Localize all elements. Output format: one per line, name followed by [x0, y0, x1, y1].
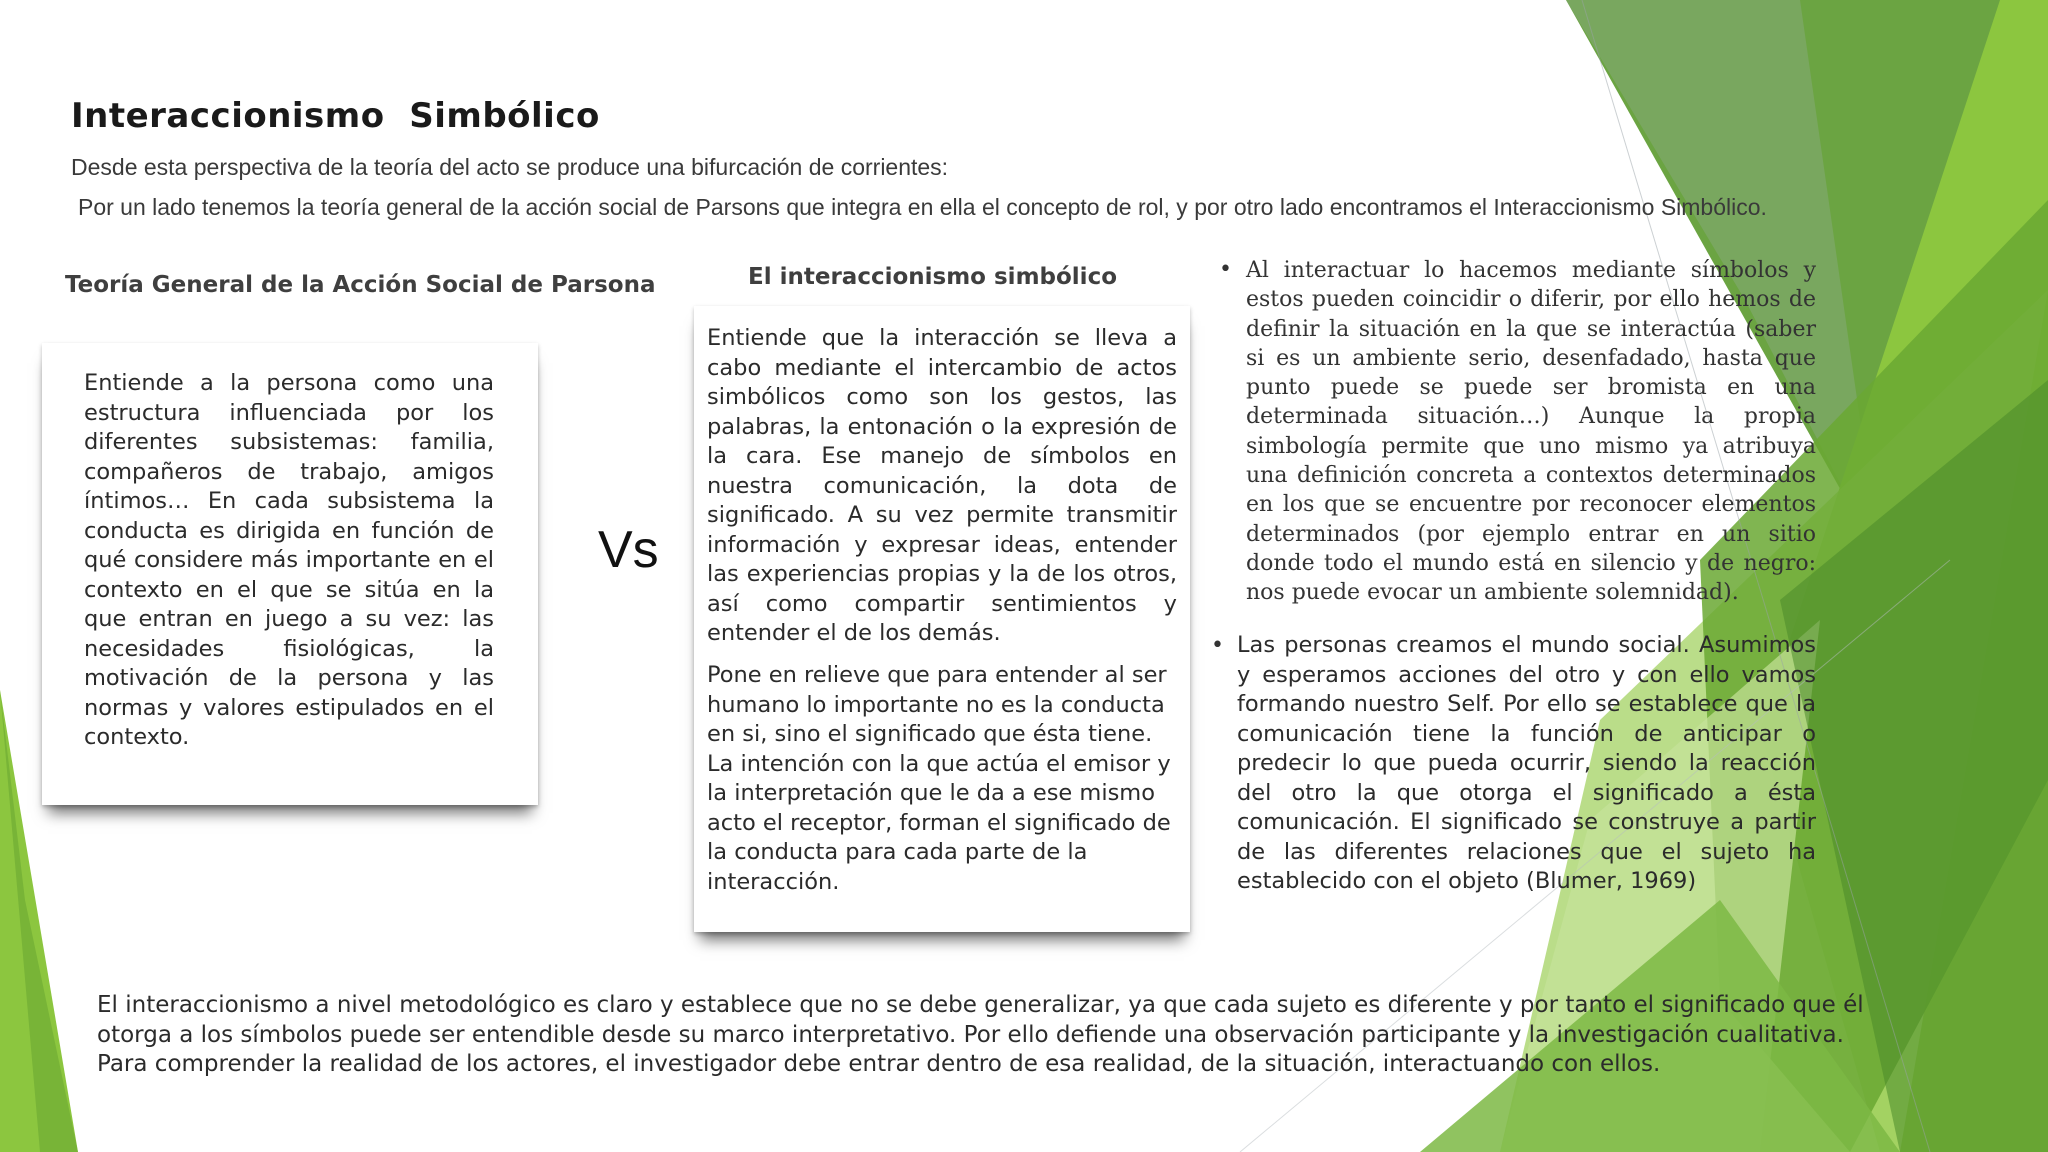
left-card-text: Entiende a la persona como una estructura influenciada por los diferentes subsistemas: familia, compañeros de trabajo, amigos íntimos… En cada subsistema la conducta es dirigida en función de qué considere más importante en el contexto en el que se sitúa en la que entran en juego a su vez: las necesidades fisiológicas, la motivación de la persona y las normas y valores estipulados en el contexto.: [84, 370, 494, 750]
bullet-text-2: Las personas creamos el mundo social. Asumimos y esperamos acciones del otro y con ello vamos formando nuestro Self. Por ello se establece que la comunicación tiene la función de anticipar o predecir lo que pueda ocurrir, siendo la reacción del otro la que otorga el significado a ésta comunicación. El significado se construye a partir de las diferentes relaciones que el sujeto ha establecido con el objeto (Blumer, 1969): [1237, 632, 1816, 894]
left-column-heading: Teoría General de la Acción Social de Parsona: [65, 272, 656, 298]
bullet-dot-2: •: [1211, 633, 1224, 658]
conclusion-paragraph: El interaccionismo a nivel metodológico es claro y establece que no se debe generalizar, ya que cada sujeto es diferente y por tanto el significado que él otorga a los símbolos puede ser entendible desde su marco interpretativo. Por ello defiende una observación participante y la investigación cualitativa. Para comprender la realidad de los actores, el investigador debe entrar dentro de esa realidad, de la situación, interactuando con ellos.: [97, 992, 1864, 1077]
slide-title: Interaccionismo Simbólico: [71, 96, 600, 136]
bullet-text-1: Al interactuar lo hacemos mediante símbolos y estos pueden coincidir o diferir, por ello hemos de definir la situación en la que se interactúa (saber si es un ambiente serio, desenfadado, hasta que punto puede se puede ser bromista en una determinada situación…) Aunque la propia simbología permite que uno mismo ya atribuya una definición concreta a contextos determinados en los que se encuentre por reconocer elementos determinados (por ejemplo entrar en un sitio donde todo el mundo está en silencio y de negro: nos puede evocar un ambiente solemnidad).: [1246, 258, 1816, 606]
middle-card-paragraph-2: Pone en relieve que para entender al ser humano lo importante no es la conducta en si, sino el significado que ésta tiene. La intención con la que actúa el emisor y la interpretación que le da a ese mismo acto el receptor, forman el significado de la conducta para cada parte de la interacción.: [707, 662, 1171, 895]
bullet-dot-1: •: [1219, 257, 1232, 282]
intro-line-2: Por un lado tenemos la teoría general de la acción social de Parsons que integra en ella el concepto de rol, y por otro lado encontramos el Interaccionismo Simbólico.: [78, 194, 1767, 220]
intro-line-1: Desde esta perspectiva de la teoría del acto se produce una bifurcación de corrientes:: [71, 154, 949, 180]
middle-card-paragraph-1: Entiende que la interacción se lleva a cabo mediante el intercambio de actos simbólicos como son los gestos, las palabras, la entonación o la expresión de la cara. Ese manejo de símbolos en nuestra comunicación, la dota de significado. A su vez permite transmitir información y expresar ideas, entender las experiencias propias y la de los otros, así como compartir sentimientos y entender el de los demás.: [707, 325, 1177, 646]
middle-column-heading: El interaccionismo simbólico: [748, 264, 1117, 290]
versus-label: Vs: [598, 521, 659, 579]
